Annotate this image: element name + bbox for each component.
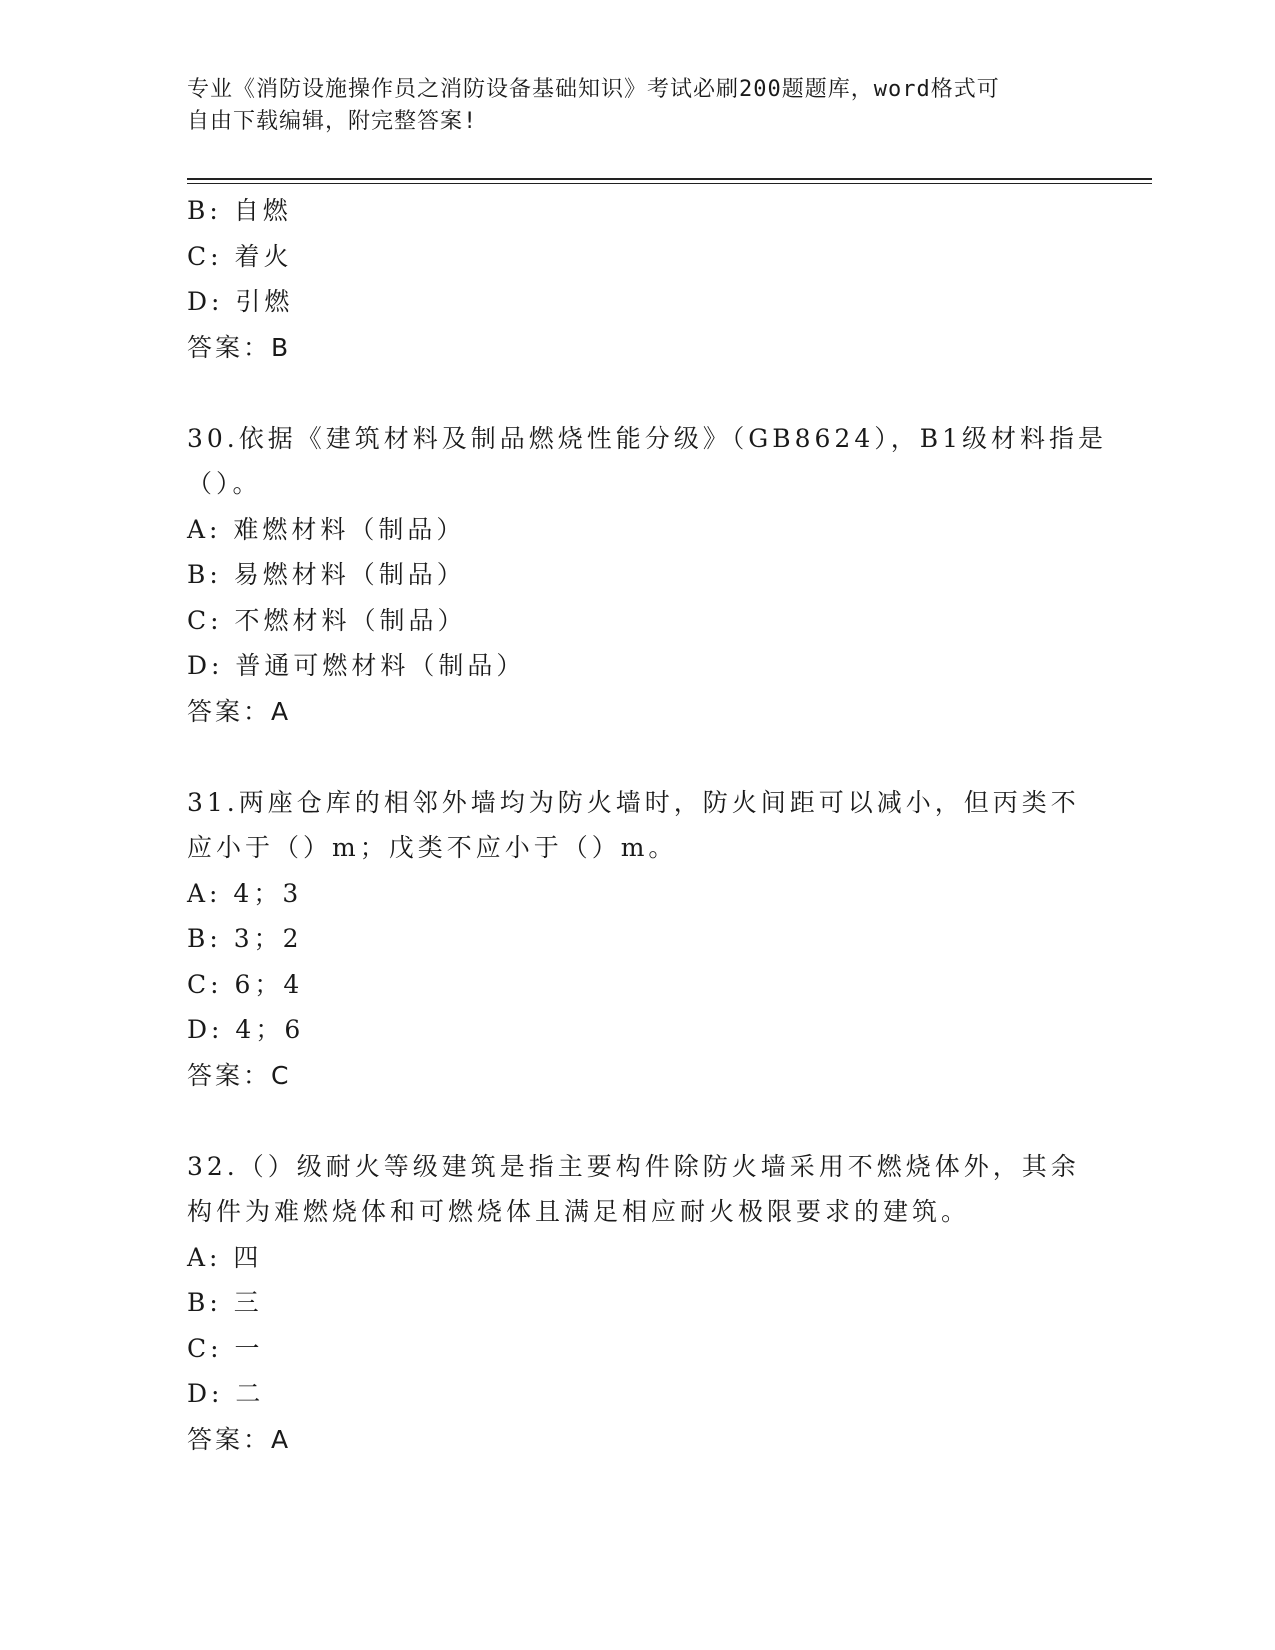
prev-question-block — [187, 188, 1087, 370]
question-text-line: 31.两座仓库的相邻外墙均为防火墙时，防火间距可以减小，但丙类不 — [187, 787, 1080, 817]
question-list — [187, 188, 1108, 1462]
question-text-line: （）。 — [187, 469, 262, 498]
answer-line: 答案：A — [187, 1424, 292, 1454]
option-a: A: 4；3 — [187, 878, 303, 908]
option-d: D: 二 — [187, 1379, 265, 1408]
option-a: A: 四 — [187, 1242, 263, 1272]
spacer — [187, 734, 1087, 780]
option-c: C: 6；4 — [187, 969, 304, 999]
question-32 — [187, 1144, 1087, 1463]
answer-line: 答案：C — [187, 1060, 292, 1090]
header-line-1: 专业《消防设施操作员之消防设备基础知识》考试必刷200题题库，word格式可 — [187, 77, 1000, 102]
spacer — [187, 370, 1087, 416]
option-b: B: 三 — [187, 1288, 263, 1317]
option-b: B: 自燃 — [187, 196, 292, 225]
question-text-line: 30.依据《建筑材料及制品燃烧性能分级》（GB8624），B1级材料指是 — [187, 423, 1108, 453]
question-text-line: 构件为难燃烧体和可燃烧体且满足相应耐火极限要求的建筑。 — [187, 1197, 971, 1226]
option-c: C: 不燃材料（制品） — [187, 605, 467, 635]
option-d: D: 引燃 — [187, 287, 294, 316]
question-31 — [187, 780, 1087, 1099]
question-text-line: 32.（）级耐火等级建筑是指主要构件除防火墙采用不燃烧体外，其余 — [187, 1151, 1080, 1181]
option-b: B: 易燃材料（制品） — [187, 560, 466, 589]
header-line-2: 自由下载编辑，附完整答案! — [187, 109, 478, 134]
answer-line: 答案：A — [187, 696, 292, 726]
header-divider-thick — [187, 178, 1152, 180]
question-text-line: 应小于（）m；戊类不应小于（）m。 — [187, 833, 678, 862]
option-c: C: 着火 — [187, 241, 293, 271]
option-d: D: 普通可燃材料（制品） — [187, 651, 526, 680]
question-30 — [187, 416, 1108, 735]
option-b: B: 3；2 — [187, 924, 303, 953]
header-divider-thin — [187, 183, 1152, 184]
document-header — [187, 74, 1067, 138]
option-a: A: 难燃材料（制品） — [187, 514, 466, 544]
option-c: C: 一 — [187, 1333, 264, 1363]
spacer — [187, 1098, 1087, 1144]
option-d: D: 4；6 — [187, 1015, 305, 1044]
answer-line: 答案：B — [187, 332, 292, 362]
